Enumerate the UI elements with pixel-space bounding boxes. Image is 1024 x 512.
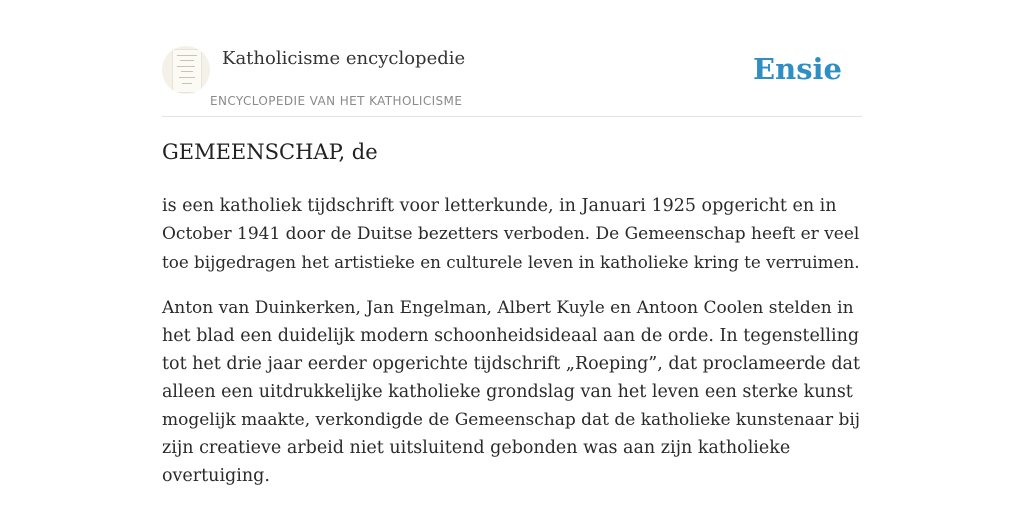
paragraph-line: zijn creatieve arbeid niet uitsluitend gebonden was aan zijn katholieke [162,438,791,458]
article-title: GEMEENSCHAP, de [162,140,378,164]
paragraph-line: overtuiging. [162,466,270,486]
paragraph-line: toe bijgedragen het artistieke en culturele leven in katholieke kring te verruimen. [162,252,860,272]
article-body [162,192,862,508]
site-subtitle: ENCYCLOPEDIE VAN HET KATHOLICISME [210,94,463,108]
paragraph-line: tot het drie jaar eerder opgerichte tijdschrift „Roeping”, dat proclameerde dat [162,354,860,374]
paragraph-line: het blad een duidelijk modern schoonheidsideaal aan de orde. In tegenstelling [162,326,860,346]
book-cover-icon [172,49,202,93]
paragraph-line: October 1941 door de Duitse bezetters verboden. De Gemeenschap heeft er veel [162,224,860,244]
paragraph-line: Anton van Duinkerken, Jan Engelman, Albert Kuyle en Antoon Coolen stelden in [162,298,854,318]
ensie-logo[interactable]: Ensie [753,52,842,86]
encyclopedia-cover-avatar[interactable] [162,46,210,94]
site-title[interactable]: Katholicisme encyclopedie [222,48,466,69]
paragraph-line: mogelijk maakte, verkondigde de Gemeenschap dat de katholieke kunstenaar bij [162,410,861,430]
site-header [162,44,862,117]
paragraph-line: is een katholiek tijdschrift voor letterkunde, in Januari 1925 opgericht en in [162,196,837,216]
paragraph-line: alleen een uitdrukkelijke katholieke grondslag van het leven een sterke kunst [162,382,853,402]
article-paragraph [162,192,862,276]
article-paragraph [162,294,862,490]
